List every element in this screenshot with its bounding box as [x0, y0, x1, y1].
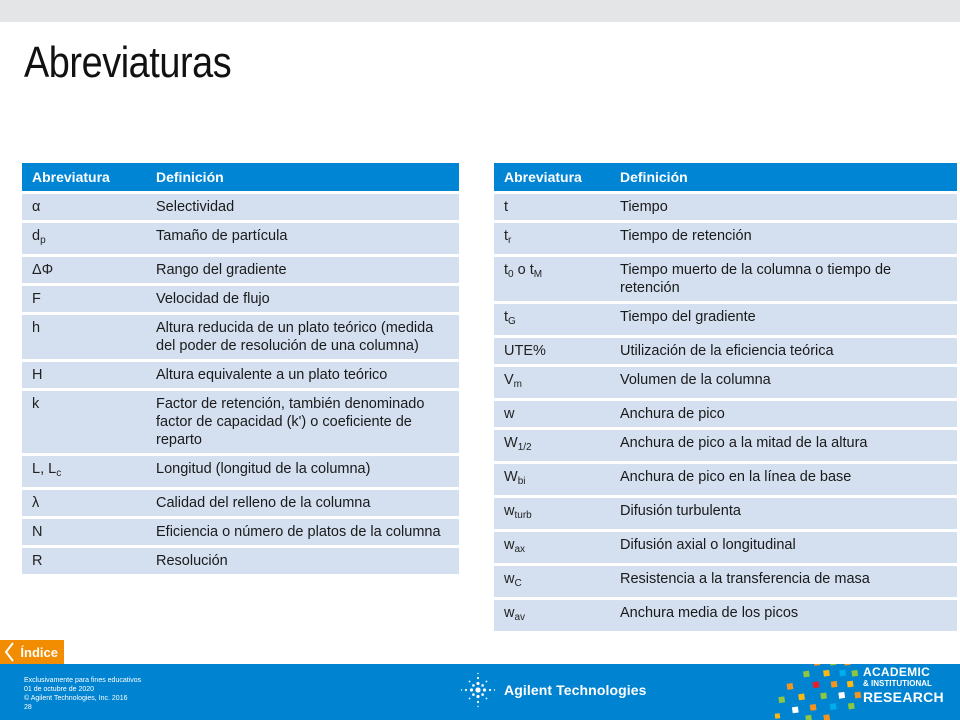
- definition-cell: Tamaño de partícula: [146, 223, 459, 254]
- table-row: [494, 257, 957, 301]
- abbreviation-symbol: w: [504, 605, 515, 621]
- abbreviation-cell: [22, 490, 146, 516]
- table-row: [22, 456, 459, 487]
- index-nav-label: Índice: [20, 644, 58, 660]
- column-header-definition: Definición: [146, 163, 459, 191]
- table-row: [22, 286, 459, 312]
- footer-note-date: 01 de octubre de 2020: [24, 686, 95, 693]
- abbreviation-cell: [22, 391, 146, 453]
- definition-cell: Resistencia a la transferencia de masa: [610, 566, 957, 597]
- table-row: [22, 257, 459, 283]
- abbreviation-subscript: 0: [508, 269, 514, 280]
- definition-cell: Altura equivalente a un plato teórico: [146, 362, 459, 388]
- definition-cell: Resolución: [146, 548, 459, 574]
- abbreviation-symbol: t: [504, 199, 509, 215]
- academic-research-logo: [768, 664, 960, 720]
- footer-note-usage: Exclusivamente para fines educativos: [24, 677, 142, 684]
- abbreviation-symbol: k: [32, 396, 40, 412]
- footer-note-page-number: 28: [24, 704, 32, 711]
- abbreviation-cell: [494, 401, 610, 427]
- table-row: [494, 600, 957, 631]
- column-header-abbreviation: Abreviatura: [22, 163, 146, 191]
- abbreviation-cell: [22, 315, 146, 359]
- definition-cell: Anchura media de los picos: [610, 600, 957, 631]
- footer-note-copyright: © Agilent Technologies, Inc. 2016: [24, 695, 128, 702]
- column-header-abbreviation: Abreviatura: [494, 163, 610, 191]
- abbreviation-symbol: t: [504, 309, 509, 325]
- table-row: [22, 548, 459, 574]
- abbreviation-symbol: w: [504, 406, 515, 422]
- abbreviation-symbol: W: [504, 469, 518, 485]
- agilent-brand-name: Agilent Technologies: [504, 682, 647, 698]
- abbreviation-symbol: h: [32, 320, 41, 336]
- pixel-mosaic-graphic: [768, 664, 863, 720]
- table-header-row: [22, 163, 459, 191]
- chevron-left-icon: [3, 640, 17, 664]
- abbreviation-symbol: N: [32, 524, 43, 540]
- footer-bar: [0, 664, 960, 720]
- table-row: [22, 490, 459, 516]
- table-row: [22, 223, 459, 254]
- slide-title: Abreviaturas: [24, 38, 232, 87]
- program-line-institutional: & INSTITUTIONAL: [863, 679, 932, 688]
- definition-cell: Difusión axial o longitudinal: [610, 532, 957, 563]
- abbreviation-subscript: G: [508, 316, 516, 327]
- abbreviation-symbol: t: [504, 262, 509, 278]
- definition-cell: Longitud (longitud de la columna): [146, 456, 459, 487]
- abbreviation-symbol: V: [504, 372, 514, 388]
- abbreviation-cell: [494, 600, 610, 631]
- academic-research-wordmark: [863, 666, 944, 704]
- definition-cell: Tiempo del gradiente: [610, 304, 957, 335]
- abbreviation-symbol: UTE%: [504, 343, 546, 359]
- table-row: [494, 464, 957, 495]
- abbreviation-subscript: av: [514, 612, 526, 623]
- abbreviation-subscript: bi: [517, 476, 526, 487]
- abbreviation-symbol: α: [32, 199, 41, 215]
- definition-cell: Calidad del relleno de la columna: [146, 490, 459, 516]
- abbreviation-cell: [494, 338, 610, 364]
- table-row: [494, 566, 957, 597]
- abbreviation-cell: [22, 194, 146, 220]
- abbreviation-cell: [494, 566, 610, 597]
- abbreviation-symbol: o t: [513, 262, 534, 278]
- abbreviation-cell: [494, 257, 610, 301]
- table-row: [22, 519, 459, 545]
- table-header-row: [494, 163, 957, 191]
- top-stripe: [0, 0, 960, 22]
- abbreviation-subscript: M: [533, 269, 543, 280]
- abbreviation-symbol: R: [32, 553, 43, 569]
- abbreviation-symbol: L, L: [32, 461, 57, 477]
- program-line-academic: ACADEMIC: [863, 665, 931, 679]
- definition-cell: Anchura de pico en la línea de base: [610, 464, 957, 495]
- index-nav-tab[interactable]: [0, 640, 64, 664]
- abbreviation-subscript: m: [513, 379, 523, 390]
- agilent-brand: [460, 672, 647, 708]
- abbreviation-cell: [494, 532, 610, 563]
- table-row: [494, 401, 957, 427]
- abbreviation-subscript: p: [40, 235, 46, 246]
- table-row: [494, 498, 957, 529]
- abbreviation-symbol: w: [504, 571, 515, 587]
- abbreviation-cell: [22, 257, 146, 283]
- abbreviation-subscript: r: [508, 235, 512, 246]
- abbreviation-cell: [22, 519, 146, 545]
- definition-cell: Velocidad de flujo: [146, 286, 459, 312]
- abbreviation-subscript: C: [514, 578, 522, 589]
- table-row: [494, 304, 957, 335]
- definition-cell: Anchura de pico a la mitad de la altura: [610, 430, 957, 461]
- table-row: [22, 194, 459, 220]
- definition-cell: Volumen de la columna: [610, 367, 957, 398]
- table-row: [22, 391, 459, 453]
- abbreviation-symbol: W: [504, 435, 518, 451]
- abbreviations-table-left: [22, 160, 459, 577]
- abbreviation-cell: [494, 498, 610, 529]
- abbreviation-cell: [22, 362, 146, 388]
- abbreviation-subscript: 1/2: [517, 442, 532, 453]
- abbreviation-subscript: ax: [514, 544, 526, 555]
- abbreviation-subscript: turb: [514, 510, 532, 521]
- abbreviation-cell: [22, 456, 146, 487]
- abbreviation-cell: [494, 194, 610, 220]
- definition-cell: Rango del gradiente: [146, 257, 459, 283]
- definition-cell: Eficiencia o número de platos de la columna: [146, 519, 459, 545]
- abbreviation-cell: [494, 223, 610, 254]
- abbreviation-symbol: ΔΦ: [32, 262, 54, 278]
- abbreviation-symbol: w: [504, 537, 515, 553]
- definition-cell: Selectividad: [146, 194, 459, 220]
- abbreviation-symbol: t: [504, 228, 509, 244]
- abbreviations-table-right: [494, 160, 957, 634]
- definition-cell: Tiempo: [610, 194, 957, 220]
- table-row: [494, 338, 957, 364]
- abbreviation-cell: [22, 223, 146, 254]
- footer-notes: [24, 676, 141, 712]
- definition-cell: Anchura de pico: [610, 401, 957, 427]
- abbreviation-cell: [494, 367, 610, 398]
- abbreviation-cell: [494, 430, 610, 461]
- definition-cell: Tiempo muerto de la columna o tiempo de retención: [610, 257, 957, 301]
- abbreviation-symbol: d: [32, 228, 41, 244]
- abbreviation-cell: [22, 548, 146, 574]
- definition-cell: Difusión turbulenta: [610, 498, 957, 529]
- definition-cell: Utilización de la eficiencia teórica: [610, 338, 957, 364]
- abbreviation-symbol: H: [32, 367, 43, 383]
- abbreviation-symbol: λ: [32, 495, 40, 511]
- definition-cell: Altura reducida de un plato teórico (medida del poder de resolución de una columna): [146, 315, 459, 359]
- definition-cell: Factor de retención, también denominado factor de capacidad (k') o coeficiente de reparto: [146, 391, 459, 453]
- definition-cell: Tiempo de retención: [610, 223, 957, 254]
- table-row: [494, 532, 957, 563]
- column-header-definition: Definición: [610, 163, 957, 191]
- table-row: [494, 194, 957, 220]
- abbreviation-symbol: w: [504, 503, 515, 519]
- abbreviation-symbol: F: [32, 291, 41, 307]
- abbreviation-cell: [494, 304, 610, 335]
- abbreviation-cell: [22, 286, 146, 312]
- agilent-spark-logo-icon: [460, 672, 496, 708]
- abbreviation-subscript: c: [56, 468, 62, 479]
- table-row: [494, 430, 957, 461]
- program-line-research: RESEARCH: [863, 689, 944, 705]
- table-row: [494, 367, 957, 398]
- table-row: [22, 315, 459, 359]
- abbreviation-cell: [494, 464, 610, 495]
- table-row: [494, 223, 957, 254]
- table-row: [22, 362, 459, 388]
